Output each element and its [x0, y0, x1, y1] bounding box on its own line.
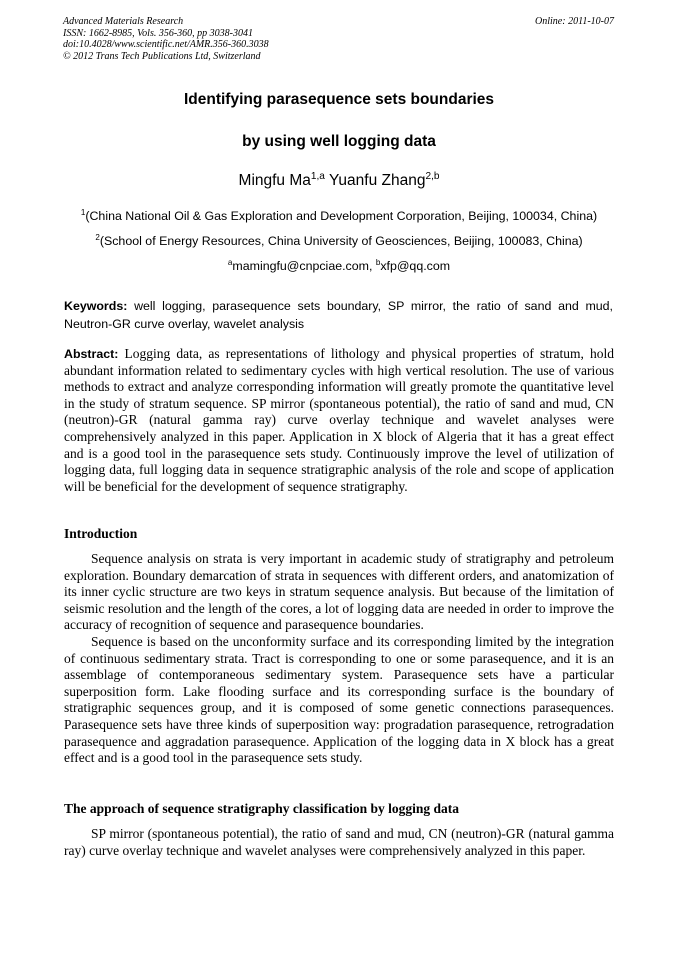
introduction-body: [64, 551, 614, 767]
intro-paragraph-2: Sequence is based on the unconformity surface and its corresponding limited by the integration of continuous sedimentary strata. Tract is corresponding to one or some parasequence, and it is an assemblage of contemporaneous sedimentary system. Parasequence sets have a particular superposition form. Lake flooding surface and its corresponding surface is the boundary of stratigraphic sequences group, and it is composed of some genetic connections parasequences. Parasequence sets have three kinds of superposition way: progradation parasequence, retrogradation parasequence and aggradation parasequence. Application of the logging data in X block has a great effect and is a good tool in the parasequence sets study.: [64, 633, 614, 766]
approach-body: [64, 826, 614, 859]
author-list: [0, 172, 678, 190]
copyright-line: © 2012 Trans Tech Publications Ltd, Switzerland: [63, 50, 261, 62]
affiliation-2-text: (School of Energy Resources, China University of Geosciences, Beijing, 100083, China): [99, 234, 583, 248]
author-1-sup: 1,a: [310, 170, 325, 182]
intro-paragraph-1: Sequence analysis on strata is very important in academic study of stratigraphy and petroleum exploration. Boundary demarcation of strata in sequences with different orders, and anatomization of its inner cyclic structure are two keys in stratum sequence analysis. But because of the limitation of seismic resolution and the length of the cores, a lot of logging data are needed in order to improve the accuracy of recognition of sequence and parasequence boundaries.: [64, 551, 614, 633]
issn-line: ISSN: 1662-8985, Vols. 356-360, pp 3038-3041: [63, 27, 253, 39]
affiliation-1: [0, 209, 678, 223]
doi-line: doi:10.4028/www.scientific.net/AMR.356-360.3038: [63, 39, 269, 50]
abstract-block: [64, 346, 614, 495]
online-date: Online: 2011-10-07: [535, 16, 614, 27]
approach-paragraph-1: SP mirror (spontaneous potential), the ratio of sand and mud, CN (neutron)-GR (natural gamma ray) curve overlay technique and wavelet analyses were comprehensively analyzed in this paper.: [64, 826, 614, 858]
paper-title-line-2: by using well logging data: [242, 133, 436, 150]
keywords-block: [64, 297, 613, 333]
affiliation-2: [0, 234, 678, 248]
journal-header: [63, 16, 269, 62]
email-a: mamingfu@cnpciae.com,: [232, 259, 373, 273]
affiliation-2-sup: 2: [95, 232, 100, 242]
abstract-label: Abstract:: [64, 347, 119, 361]
affiliation-1-text: (China National Oil & Gas Exploration and Development Corporation, Beijing, 100034, China): [85, 209, 598, 223]
email-b: xfp@qq.com: [380, 259, 451, 273]
author-1-name: Mingfu Ma: [238, 172, 311, 189]
introduction-heading: Introduction: [64, 526, 138, 541]
journal-name: Advanced Materials Research: [63, 16, 184, 27]
email-a-sup: a: [227, 257, 233, 267]
paper-title-line-1: Identifying parasequence sets boundaries: [183, 91, 495, 108]
author-2-sup: 2,b: [425, 170, 440, 182]
email-b-sup: b: [375, 257, 381, 267]
affiliation-1-sup: 1: [80, 207, 86, 217]
keywords-label: Keywords:: [64, 299, 128, 313]
keywords-text: well logging, parasequence sets boundary, SP mirror, the ratio of sand and mud, Neutron-GR curve overlay, wavelet analysis: [64, 299, 613, 331]
author-emails: [0, 259, 678, 273]
abstract-text: Logging data, as representations of lithology and physical properties of stratum, hold abundant information related to sedimentary cycles with high vertical resolution. The use of various methods to extract and analyze corresponding information will greatly promote the quantitative level in the study of stratum sequence. SP mirror (spontaneous potential), the ratio of sand and mud, CN (neutron)-GR (natural gamma ray) curve overlay technique and wavelet analyses were comprehensively analyzed in this paper. Application in X block of Algeria that it has a great effect and is a good tool in the parasequence sets study. Continuously improve the level of utilization of logging data, full logging data in sequence stratigraphic analysis of the role and scope of application will be beneficial for the development of sequence stratigraphy.: [64, 346, 614, 494]
author-2-name: Yuanfu Zhang: [328, 172, 426, 189]
approach-heading: The approach of sequence stratigraphy classification by logging data: [64, 801, 460, 816]
